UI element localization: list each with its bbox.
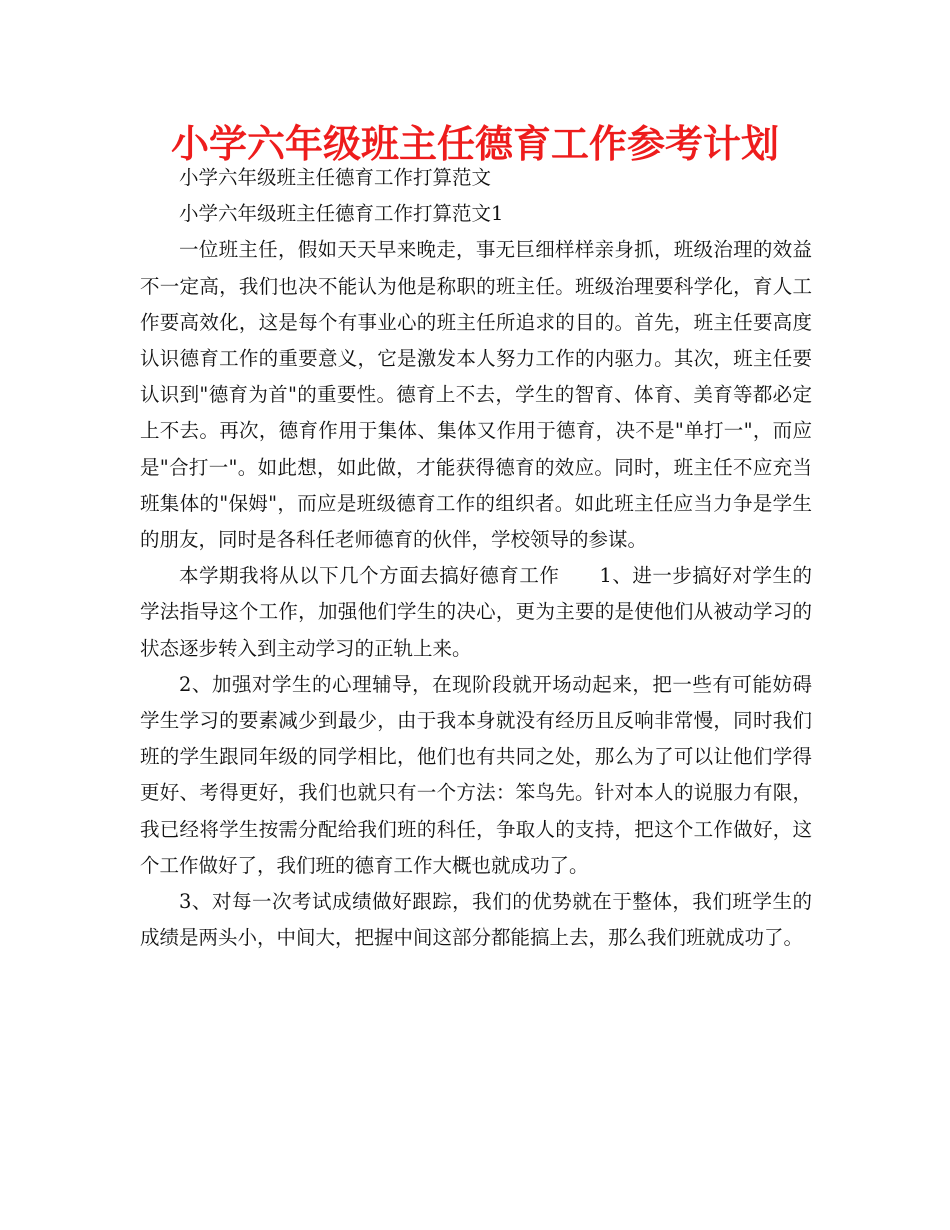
- subtitle-paragraph: 小学六年级班主任德育工作打算范文: [179, 166, 492, 189]
- body-paragraph-plan-1: 本学期我将从以下几个方面去搞好德育工作 1、进一步搞好对学生的学法指导这个工作，加强他们学生的决心，更为主要的是使他们从被动学习的状态逐步转入到主动学习的正轨上来。: [140, 564, 812, 660]
- document-title: 小学六年级班主任德育工作参考计划: [170, 122, 779, 166]
- document-body: [140, 160, 812, 956]
- body-paragraph-plan-2: 2、加强对学生的心理辅导，在现阶段就开场动起来，把一些有可能妨碍学生学习的要素减少到最少，由于我本身就没有经历且反响非常慢，同时我们班的学生跟同年级的同学相比，他们也有共同之处，那么为了可以让他们学得更好、考得更好，我们也就只有一个方法：笨鸟先。针对本人的说服力有限，我已经将学生按需分配给我们班的科任，争取人的支持，把这个工作做好，这个工作做好了，我们班的德育工作大概也就成功了。: [140, 672, 812, 877]
- body-paragraph-plan-3: 3、对每一次考试成绩做好跟踪，我们的优势就在于整体，我们班学生的成绩是两头小，中间大，把握中间这部分都能搞上去，那么我们班就成功了。: [140, 890, 812, 950]
- body-paragraph-intro: 一位班主任，假如天天早来晚走，事无巨细样样亲身抓，班级治理的效益不一定高，我们也决不能认为他是称职的班主任。班级治理要科学化，育人工作要高效化，这是每个有事业心的班主任所追求的目的。首先，班主任要高度认识德育工作的重要意义，它是激发本人努力工作的内驱力。其次，班主任要认识到"德育为首"的重要性。德育上不去，学生的智育、体育、美育等都必定上不去。再次，德育作用于集体、集体又作用于德育，决不是"单打一"，而应是"合打一"。如此想，如此做，才能获得德育的效应。同时，班主任不应充当班集体的"保姆"，而应是班级德育工作的组织者。如此班主任应当力争是学生的朋友，同时是各科任老师德育的伙伴，学校领导的参谋。: [140, 238, 812, 552]
- section-heading-paragraph: 小学六年级班主任德育工作打算范文1: [179, 202, 504, 226]
